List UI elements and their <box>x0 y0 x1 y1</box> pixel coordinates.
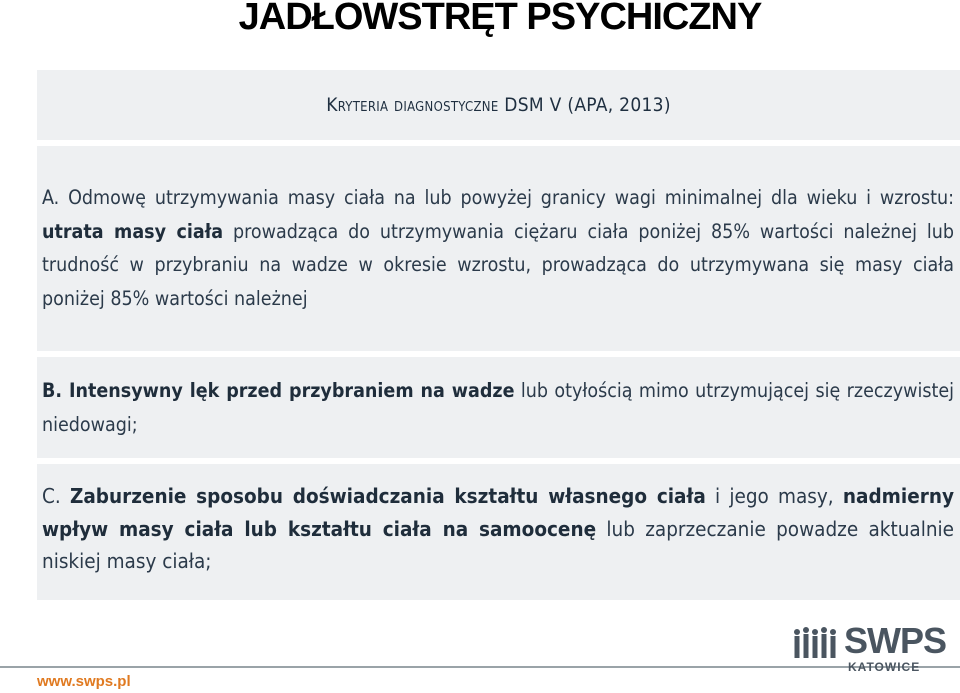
criterion-b <box>37 357 960 458</box>
people-group-icon <box>792 626 840 660</box>
criterion-b-rest: lub otyłością mimo utrzymującej się rzeczywistej niedowagi; <box>42 379 955 436</box>
footer-url-link[interactable]: www.swps.pl <box>37 673 131 690</box>
subtitle-box <box>37 70 960 140</box>
logo-text: SWPS <box>844 620 947 661</box>
criterion-a-prefix: A. Odmowę utrzymywania masy ciała na lub powyżej granicy wagi minimalnej dla wieku i wzrostu: <box>42 186 954 209</box>
criterion-c-text <box>42 480 954 578</box>
criterion-b-bold: B. Intensywny lęk przed przybraniem na wadze <box>42 379 515 402</box>
criterion-c <box>37 464 960 600</box>
criterion-a-text <box>42 181 954 315</box>
subtitle: Kryteria diagnostyczne DSM V (APA, 2013) <box>326 94 671 116</box>
criterion-a <box>37 146 960 351</box>
criterion-a-rest: prowadząca do utrzymywania ciężaru ciała poniżej 85% wartości należnej lub trudność w przybraniu na wadze w okresie wzrostu, prowadząca do utrzymywana się masy ciała poniżej 85% wartości należnej <box>42 219 954 310</box>
criterion-a-bold: utrata masy ciała <box>42 219 224 243</box>
criterion-c-bold2: nadmierny wpływ masy ciała lub kształtu ciała na samoocenę <box>42 484 954 541</box>
page-title: JADŁOWSTRĘT PSYCHICZNY <box>238 0 762 38</box>
criterion-c-rest: lub zaprzeczanie powadze aktualnie niskiej masy ciała; <box>42 516 955 573</box>
criterion-b-text <box>42 374 954 441</box>
logo-subtext: KATOWICE <box>848 660 921 674</box>
criterion-c-mid: i jego masy, <box>705 484 843 508</box>
swps-logo <box>792 620 947 682</box>
criterion-c-bold1: Zaburzenie sposobu doświadczania kształtu własnego ciała <box>69 484 706 508</box>
criterion-c-prefix: C. <box>42 484 70 508</box>
